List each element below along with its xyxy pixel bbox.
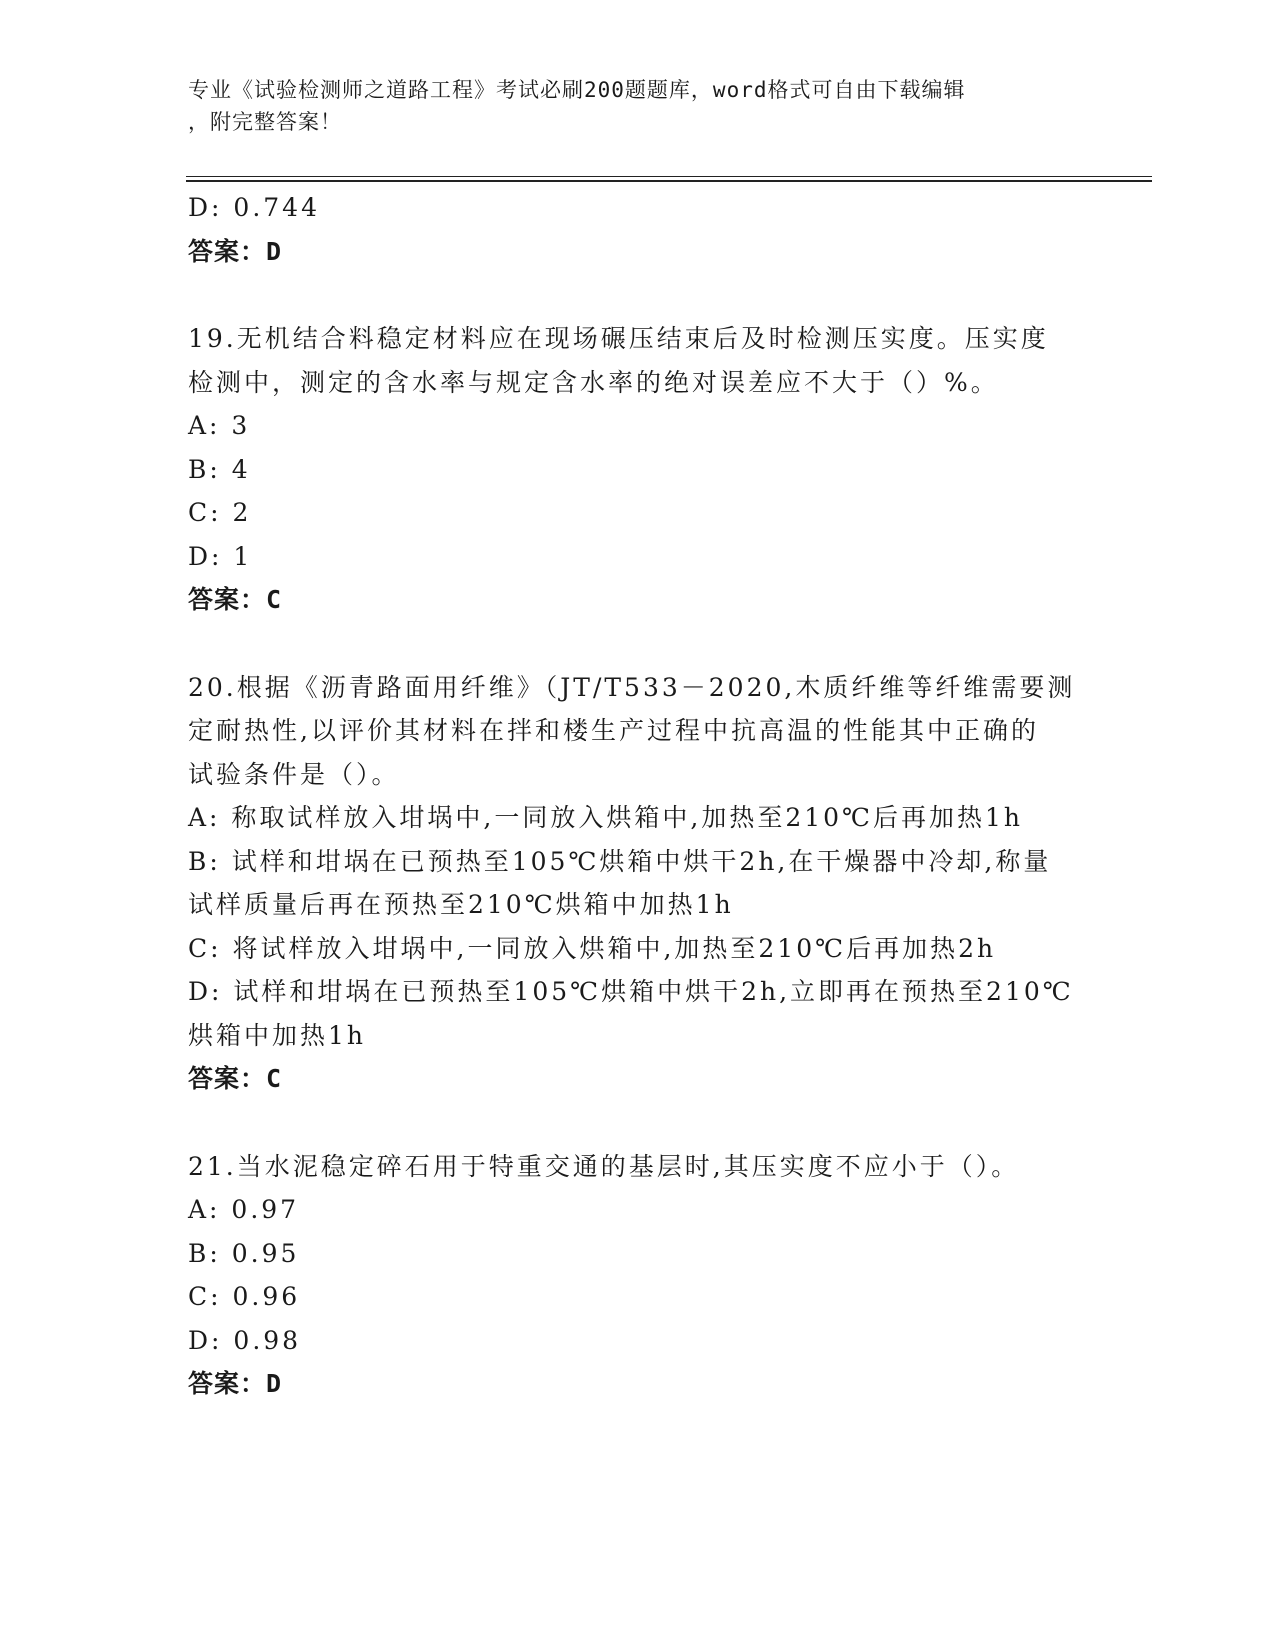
q20-option-a: A: 称取试样放入坩埚中,一同放入烘箱中,加热至210℃后再加热1h xyxy=(188,803,1024,832)
prev-option-d: D: 0.744 xyxy=(188,193,320,222)
q21-stem-line-1: 21.当水泥稳定碎石用于特重交通的基层时,其压实度不应小于（）。 xyxy=(188,1152,1020,1181)
q20-stem-line-1: 20.根据《沥青路面用纤维》（JT/T533－2020,木质纤维等纤维需要测 xyxy=(188,673,1076,702)
q20-stem-line-2: 定耐热性,以评价其材料在拌和楼生产过程中抗高温的性能其中正确的 xyxy=(188,716,1039,745)
q19-answer: 答案：C xyxy=(188,585,283,614)
q21-option-a: A: 0.97 xyxy=(188,1195,300,1224)
header-line-2: ，附完整答案！ xyxy=(188,110,342,134)
q20-option-c: C: 将试样放入坩埚中,一同放入烘箱中,加热至210℃后再加热2h xyxy=(188,934,997,963)
q19-option-b: B: 4 xyxy=(188,455,251,484)
q20-option-d-line-1: D: 试样和坩埚在已预热至105℃烘箱中烘干2h,立即再在预热至210℃ xyxy=(188,977,1074,1006)
q19-stem-line-1: 19.无机结合料稳定材料应在现场碾压结束后及时检测压实度。压实度 xyxy=(188,324,1049,353)
q21-option-d: D: 0.98 xyxy=(188,1326,302,1355)
header-divider-thin xyxy=(186,176,1152,177)
header-line-1: 专业《试验检测师之道路工程》考试必刷200题题库，word格式可自由下载编辑 xyxy=(188,78,966,102)
q20-stem-line-3: 试验条件是（）。 xyxy=(188,760,400,789)
q21-option-c: C: 0.96 xyxy=(188,1282,301,1311)
q20-answer: 答案：C xyxy=(188,1064,283,1093)
q19-stem-line-2: 检测中，测定的含水率与规定含水率的绝对误差应不大于（）%。 xyxy=(188,368,999,397)
header-divider-thick xyxy=(186,180,1152,182)
prev-answer: 答案：D xyxy=(188,237,283,266)
q21-option-b: B: 0.95 xyxy=(188,1239,300,1268)
q19-option-c: C: 2 xyxy=(188,498,252,527)
q19-option-d: D: 1 xyxy=(188,542,253,571)
q21-answer: 答案：D xyxy=(188,1369,283,1398)
q19-option-a: A: 3 xyxy=(188,411,251,440)
q20-option-d-line-2: 烘箱中加热1h xyxy=(188,1021,367,1050)
q20-option-b-line-1: B: 试样和坩埚在已预热至105℃烘箱中烘干2h,在干燥器中冷却,称量 xyxy=(188,847,1052,876)
document-header xyxy=(188,74,1088,138)
q20-option-b-line-2: 试样质量后再在预热至210℃烘箱中加热1h xyxy=(188,890,734,919)
